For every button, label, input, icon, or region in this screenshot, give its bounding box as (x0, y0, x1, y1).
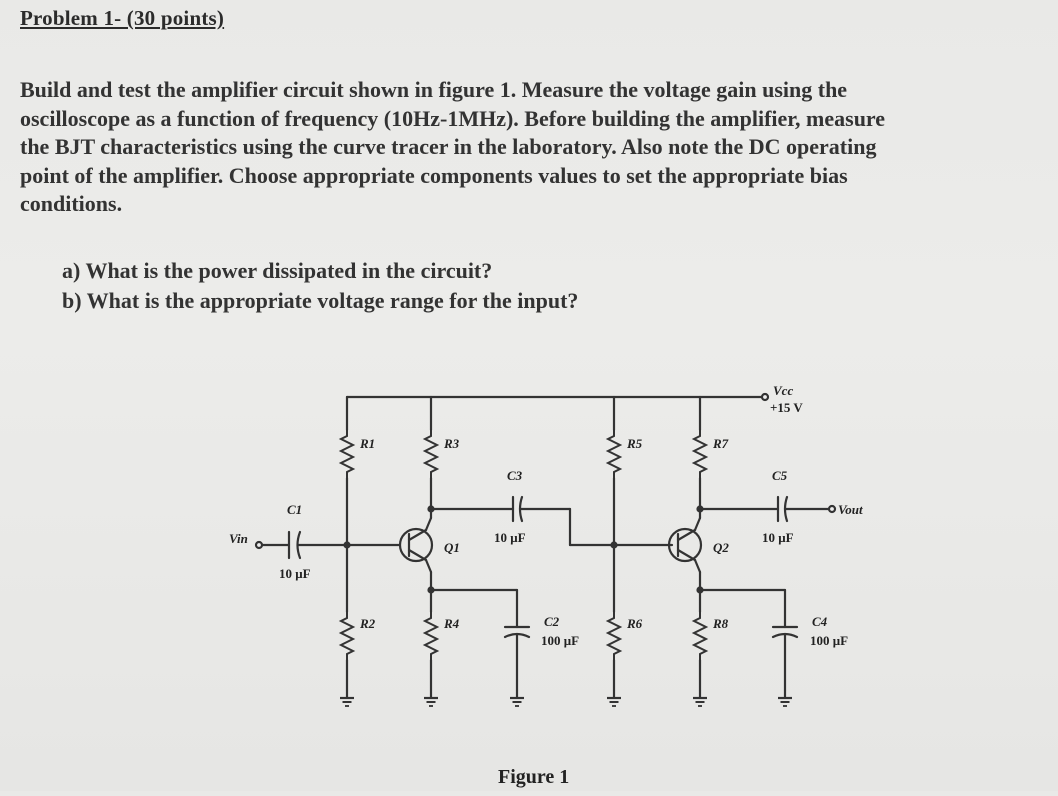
c3-label: C3 (507, 468, 523, 483)
r7-label: R7 (713, 436, 729, 451)
r3-label: R3 (444, 436, 460, 451)
r2-label: R2 (360, 616, 376, 631)
description-line-4: point of the amplifier. Choose appropriate components values to set the appropriate bias (20, 162, 848, 188)
c1-value: 10 μF (279, 566, 311, 581)
c1-label: C1 (287, 502, 303, 517)
problem-title: Problem 1- (30 points) (20, 6, 225, 30)
r4-label: R4 (444, 616, 460, 631)
description-line-1: Build and test the amplifier circuit shown in figure 1. Measure the voltage gain using the (20, 77, 848, 102)
question-marker: b) (62, 288, 82, 313)
c2-value: 100 μF (541, 633, 580, 648)
c2-label: C2 (544, 614, 560, 629)
description-line-5: conditions. (20, 191, 123, 216)
r6-label: R6 (627, 616, 643, 631)
c3-value: 10 μF (494, 530, 526, 545)
r5-label: R5 (627, 436, 643, 451)
vin-label: Vin (229, 531, 248, 546)
q2-label: Q2 (713, 540, 729, 555)
c4-label: C4 (812, 614, 828, 629)
description-line-2: oscilloscope as a function of frequency (10Hz-1MHz). Before building the amplifier, measure (20, 105, 886, 131)
vcc-value: +15 V (770, 400, 803, 415)
question-text: What is the appropriate voltage range for the input? (86, 288, 579, 313)
vcc-label: Vcc (773, 383, 794, 398)
question-text: What is the power dissipated in the circuit? (85, 258, 493, 283)
question-marker: a) (62, 258, 81, 283)
c5-value: 10 μF (762, 530, 794, 545)
c4-value: 100 μF (810, 633, 849, 648)
q1-label: Q1 (444, 540, 460, 555)
c5-label: C5 (772, 468, 788, 483)
r1-label: R1 (360, 436, 376, 451)
r8-label: R8 (713, 616, 729, 631)
vout-label: Vout (838, 502, 863, 517)
description-line-3: the BJT characteristics using the curve tracer in the laboratory. Also note the DC operating (20, 134, 877, 159)
figure-caption: Figure 1 (498, 766, 570, 788)
